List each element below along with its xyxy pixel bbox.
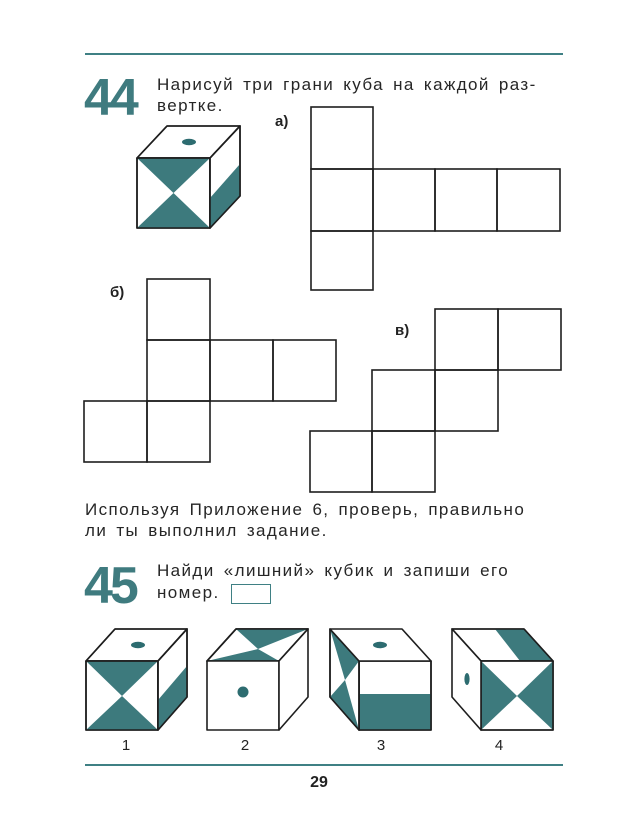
net-b-square (84, 401, 147, 462)
net-v-square (435, 309, 498, 370)
net-a-square (311, 107, 373, 169)
net-a-label: а) (275, 113, 289, 130)
cube-number-2: 2 (240, 737, 250, 754)
net-v-label: в) (395, 322, 410, 339)
net-a-square (435, 169, 497, 231)
answer-input-box[interactable] (231, 584, 271, 604)
net-b-label: б) (110, 284, 125, 301)
check-text-line2: ли ты выполнил задание. (85, 521, 328, 540)
check-text-line1: Используя Приложение 6, проверь, правильно (85, 500, 526, 519)
net-b-square (273, 340, 336, 401)
net-b-square (210, 340, 273, 401)
task-45-number: 45 (84, 557, 136, 615)
net-a-square (497, 169, 560, 231)
net-a (311, 107, 560, 290)
cube-1 (86, 629, 187, 730)
net-v-square (498, 309, 561, 370)
task-44-text-line2: вертке. (157, 96, 224, 115)
net-v-square (372, 431, 435, 492)
task-44-text-line1: Нарисуй три грани куба на каждой раз- (157, 75, 537, 94)
net-a-square (311, 169, 373, 231)
net-v-square (372, 370, 435, 431)
dot-icon (182, 139, 196, 145)
sample-cube (137, 126, 240, 228)
cube-2 (207, 629, 308, 730)
net-v-square (310, 431, 372, 492)
task-45-text-line1: Найди «лишний» кубик и запиши его (157, 561, 510, 580)
task-44-number: 44 (84, 69, 136, 127)
cube-number-3: 3 (376, 737, 386, 754)
cube-number-4: 4 (494, 737, 504, 754)
net-a-square (311, 231, 373, 290)
net-b-square (147, 401, 210, 462)
page-number: 29 (310, 774, 328, 791)
task-45-text-line2: номер. (157, 583, 220, 602)
net-a-square (373, 169, 435, 231)
net-v (310, 309, 561, 492)
cube-number-1: 1 (121, 737, 131, 754)
net-b-square (147, 279, 210, 340)
cube-3 (330, 629, 431, 730)
cube-4 (452, 629, 553, 730)
net-v-square (435, 370, 498, 431)
net-b-square (147, 340, 210, 401)
net-b (84, 279, 336, 462)
